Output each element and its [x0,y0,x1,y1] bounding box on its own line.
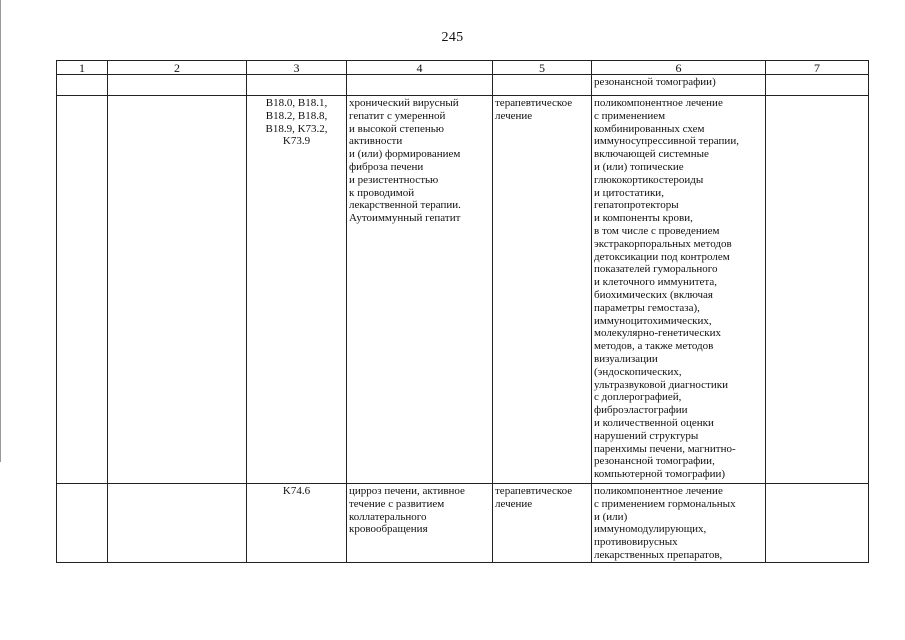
table-row [57,484,869,563]
table-cell [108,75,247,96]
icd-codes-cell [247,75,347,96]
column-number: 1 [57,61,108,75]
diagnosis-cell: хронический вирусный гепатит с умеренной и высокой степенью активности и (или) формированием фиброза печени и резистентностью к проводимой лекарственной терапии. Аутоиммунный гепатит [347,96,493,484]
table-cell [108,96,247,484]
table-header-row [57,61,869,75]
diagnosis-cell: цирроз печени, активное течение с развитием коллатерального кровообращения [347,484,493,563]
column-number: 3 [247,61,347,75]
column-number: 5 [493,61,592,75]
table-cell [766,484,869,563]
column-number: 4 [347,61,493,75]
table-row [57,75,869,96]
treatment-type-cell [493,75,592,96]
column-number: 7 [766,61,869,75]
table-cell [57,75,108,96]
treatment-method-cell: поликомпонентное лечение с применением гормональных и (или) иммуномодулирующих, противовирусных лекарственных препаратов, [592,484,766,563]
scan-edge-line [0,0,1,462]
table-cell [766,75,869,96]
table-cell [766,96,869,484]
page-number: 245 [441,30,464,45]
table-cell [108,484,247,563]
column-number: 2 [108,61,247,75]
table-row [57,96,869,484]
column-number: 6 [592,61,766,75]
icd-codes-cell: B18.0, B18.1, B18.2, B18.8, B18.9, K73.2, K73.9 [247,96,347,484]
treatment-type-cell: терапевтическое лечение [493,484,592,563]
treatment-method-cell: поликомпонентное лечение с применением комбинированных схем иммуносупрессивной терапии, включающей системные и (или) топические глюкокортикостероиды и цитостатики, гепатопротекторы и компоненты крови, в том числе с проведением экстракорпоральных методов детоксикации под контролем показателей гуморального и клеточного иммунитета, биохимических (включая параметры гемостаза), иммуноцитохимических, молекулярно-генетических методов, а также методов визуализации (эндоскопических, ультразвуковой диагностики с доплерографией, фиброэластографии и количественной оценки нарушений структуры паренхимы печени, магнитно- резонансной томографии, компьютерной томографии) [592,96,766,484]
icd-codes-cell: K74.6 [247,484,347,563]
diagnosis-cell [347,75,493,96]
treatment-method-cell: резонансной томографии) [592,75,766,96]
medical-care-table [56,60,869,563]
table-cell [57,484,108,563]
treatment-type-cell: терапевтическое лечение [493,96,592,484]
table-cell [57,96,108,484]
